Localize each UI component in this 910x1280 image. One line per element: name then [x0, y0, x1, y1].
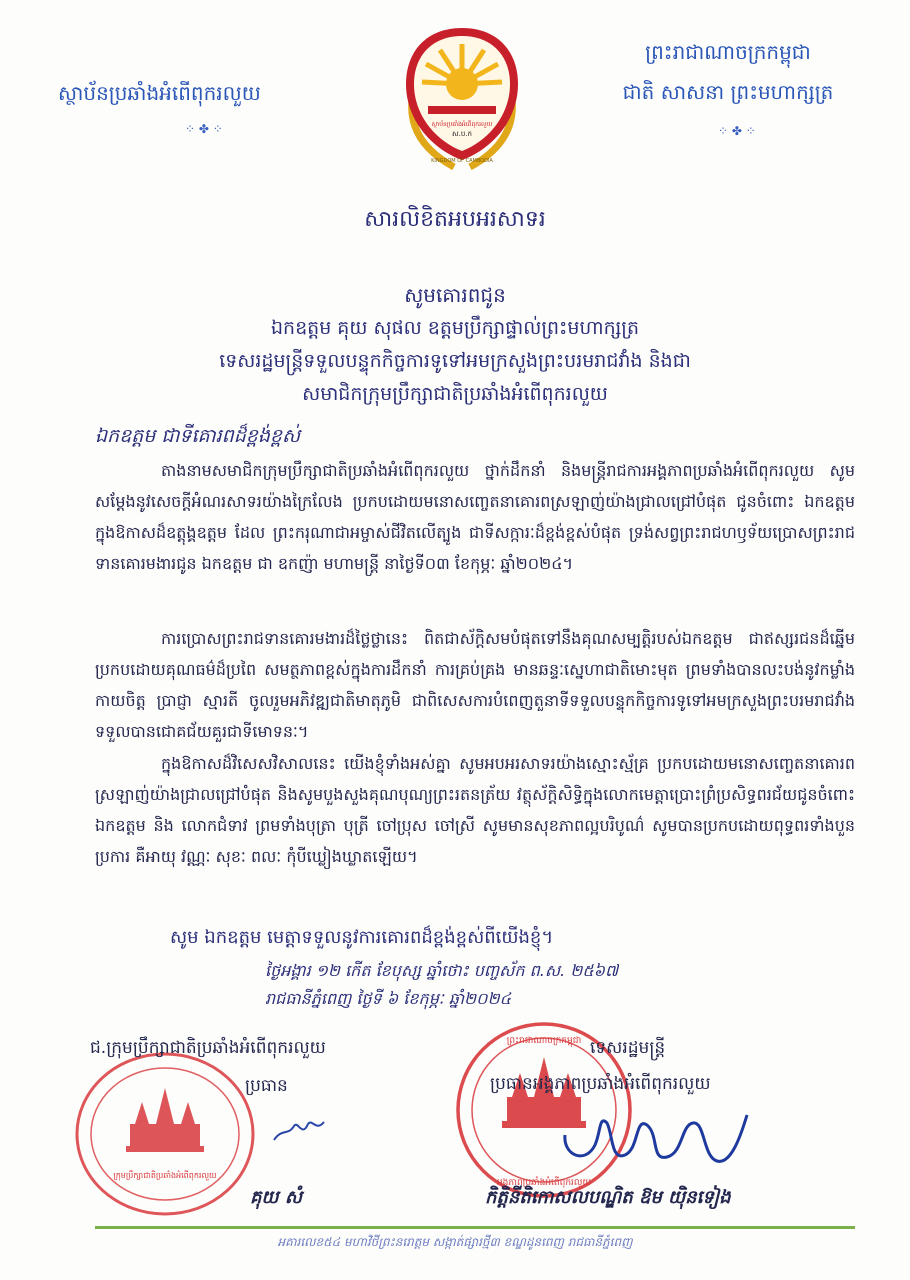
- ornament-left: ⁘ ✤ ⁘: [185, 122, 223, 136]
- left-signatory-organization: ជ.ក្រុមប្រឹក្សាជាតិប្រឆាំងអំពើពុករលួយ: [90, 1038, 326, 1058]
- recipient-block: [60, 312, 850, 411]
- recipient-line-2: ទេសរដ្ឋមន្ត្រីទទួលបន្ទុកកិច្ចការទូទៅអមក្រសួងព្រះបរមរាជវាំង និងជា: [219, 350, 691, 372]
- addressed-to: សូមគោរពជូន: [404, 283, 506, 307]
- recipient-line-3: សមាជិកក្រុមប្រឹក្សាជាតិប្រឆាំងអំពើពុករលួយ: [302, 383, 608, 405]
- body-paragraph-3: [95, 748, 855, 872]
- paragraph-text: តាងនាមសមាជិកក្រុមប្រឹក្សាជាតិប្រឆាំងអំពើពុករលួយ ថ្នាក់ដឹកនាំ និងមន្ត្រីរាជការអង្គភាពប្រឆាំងអំពើពុករលួយ សូមសម្តែងនូវសេចក្តីអំណរសាទរយ៉ាងក្រៃលែង ប្រកបដោយមនោសញ្ចេតនាគោរពស្រឡាញ់យ៉ាងជ្រាលជ្រៅបំផុត ជូនចំពោះ ឯកឧត្តម ក្នុងឱកាសដ៏ឧត្តុង្គឧត្តម ដែល ព្រះករុណាជាអម្ចាស់ជីវិតលើត្បូង ជាទីសក្ការៈដ៏ខ្ពង់ខ្ពស់បំផុត ទ្រង់សព្វព្រះរាជហឫទ័យប្រោសព្រះរាជទានគោរមងារជូន ឯកឧត្តម ជា ឧកញ៉ា មហាមន្ត្រី នាថ្ងៃទី០៣ ខែកុម្ភៈ ឆ្នាំ២០២៤។: [95, 461, 855, 573]
- right-seal-text-bottom: អង្គភាពប្រឆាំងអំពើពុករលួយ: [496, 1178, 592, 1188]
- paragraph-text: ក្នុងឱកាសដ៏វិសេសវិសាលនេះ យើងខ្ញុំទាំងអស់គ្នា សូមអបអរសាទរយ៉ាងស្មោះស្ម័គ្រ ប្រកបដោយមនោសញ្ចេតនាគោរពស្រឡាញ់យ៉ាងជ្រាលជ្រៅបំផុត និងសូមបួងសួងគុណបុណ្យព្រះរតនត្រ័យ វត្ថុស័ក្តិសិទ្ធិក្នុងលោកមេត្តាប្រោះព្រំប្រសិទ្ធពរជ័យជូនចំពោះ ឯកឧត្តម និង លោកជំទាវ ព្រមទាំងបុត្រា បុត្រី ចៅប្រុស ចៅស្រី សូមមានសុខភាពល្អបរិបូណ៌ សូមបានប្រកបដោយពុទ្ធពរទាំងបួនប្រការ គឺអាយុ វណ្ណៈ សុខៈ ពលៈ កុំបីឃ្លៀងឃ្លាតឡើយ។: [95, 754, 855, 866]
- footer-address: អគារលេខ៥៤ មហាវិថីព្រះនរោត្តម សង្កាត់ផ្សារថ្មី៣ ខណ្ឌដូនពេញ រាជធានីភ្នំពេញ: [277, 1235, 633, 1249]
- paragraph-text: ការប្រោសព្រះរាជទានគោរមងារដ៏ថ្លៃថ្លានេះ ពិតជាស័ក្តិសមបំផុតទៅនឹងគុណសម្បត្តិរបស់ឯកឧត្តម ជាឥស្សរជនដ៏ឆ្នើម ប្រកបដោយគុណធម៌ដ៏ប្រពៃ សមត្ថភាពខ្ពស់ក្នុងការដឹកនាំ ការគ្រប់គ្រង មានឆន្ទៈស្នេហាជាតិមោះមុត ព្រមទាំងបានលះបង់នូវកម្លាំងកាយចិត្ត ប្រាជ្ញា ស្មារតី ចូលរួមអភិវឌ្ឍជាតិមាតុភូមិ ជាពិសេសការបំពេញតួនាទីទទួលបន្ទុកកិច្ចការទូទៅអមក្រសួងព្រះបរមរាជវាំងទទួលបានជោគជ័យគួរជាទីមោទនៈ។: [95, 629, 855, 741]
- letter-title: សារលិខិតអបអរសាទរ: [364, 207, 546, 232]
- body-paragraph-2: [95, 623, 855, 747]
- ornament-right: ⁘ ✤ ⁘: [718, 124, 756, 138]
- right-handwritten-signature: [555, 1095, 755, 1175]
- left-signatory-title: ប្រធាន: [245, 1076, 288, 1096]
- body-paragraph-1: [95, 455, 855, 579]
- left-signatory-name: គុយ សំ: [250, 1187, 302, 1208]
- emblem-caption-top: ស្ថាប័នប្រឆាំងអំពើពុករលួយ: [431, 121, 493, 128]
- institution-emblem: [398, 22, 526, 172]
- national-motto: ជាតិ សាសនា ព្រះមហាក្សត្រ: [622, 80, 834, 104]
- right-seal-text-top: ព្រះរាជាណាចក្រកម្ពុជា: [506, 1036, 582, 1046]
- kingdom-name: ព្រះរាជាណាចក្រកម្ពុជា: [645, 40, 811, 64]
- left-handwritten-signature: [270, 1110, 330, 1150]
- institution-name: ស្ថាប័នប្រឆាំងអំពើពុករលួយ: [58, 81, 261, 105]
- right-signatory-organization: ទេសរដ្ឋមន្ត្រី: [590, 1038, 666, 1058]
- emblem-caption-mid: ស.ប.ក: [451, 130, 473, 138]
- right-signatory-name: កិត្តិនីតិកោសលបណ្ឌិត ឱម យ៉ិនទៀង: [485, 1187, 731, 1208]
- issuing-institution: [58, 80, 358, 110]
- recipient-line-1: ឯកឧត្តម គុយ សុផល ឧត្តមប្រឹក្សាផ្ទាល់ព្រះមហាក្សត្រ: [270, 317, 640, 339]
- left-official-seal: [70, 1048, 260, 1220]
- left-seal-text: ក្រុមប្រឹក្សាជាតិប្រឆាំងអំពើពុករលួយ: [113, 1171, 217, 1180]
- date-lunar: ថ្ងៃអង្គារ ១២ កើត ខែបុស្ស ឆ្នាំថោះ បញ្ចស័ក ព.ស. ២៥៦៧: [265, 961, 619, 980]
- salutation: ឯកឧត្តម ជាទីគោរពដ៏ខ្ពង់ខ្ពស់: [95, 425, 301, 447]
- kingdom-motto: [608, 32, 848, 112]
- right-signatory-title: ប្រធានអង្គភាពប្រឆាំងអំពើពុករលួយ: [490, 1074, 711, 1094]
- closing-line: សូម ឯកឧត្តម មេត្តាទទួលនូវការគោរពដ៏ខ្ពង់ខ្ពស់ពីយើងខ្ញុំ។: [170, 927, 554, 948]
- footer-divider: [95, 1226, 855, 1229]
- emblem-caption-en: KINGDOM OF CAMBODIA: [431, 158, 493, 164]
- date-solar: រាជធានីភ្នំពេញ ថ្ងៃទី ៦ ខែកុម្ភៈ ឆ្នាំ២០២៤: [265, 989, 511, 1008]
